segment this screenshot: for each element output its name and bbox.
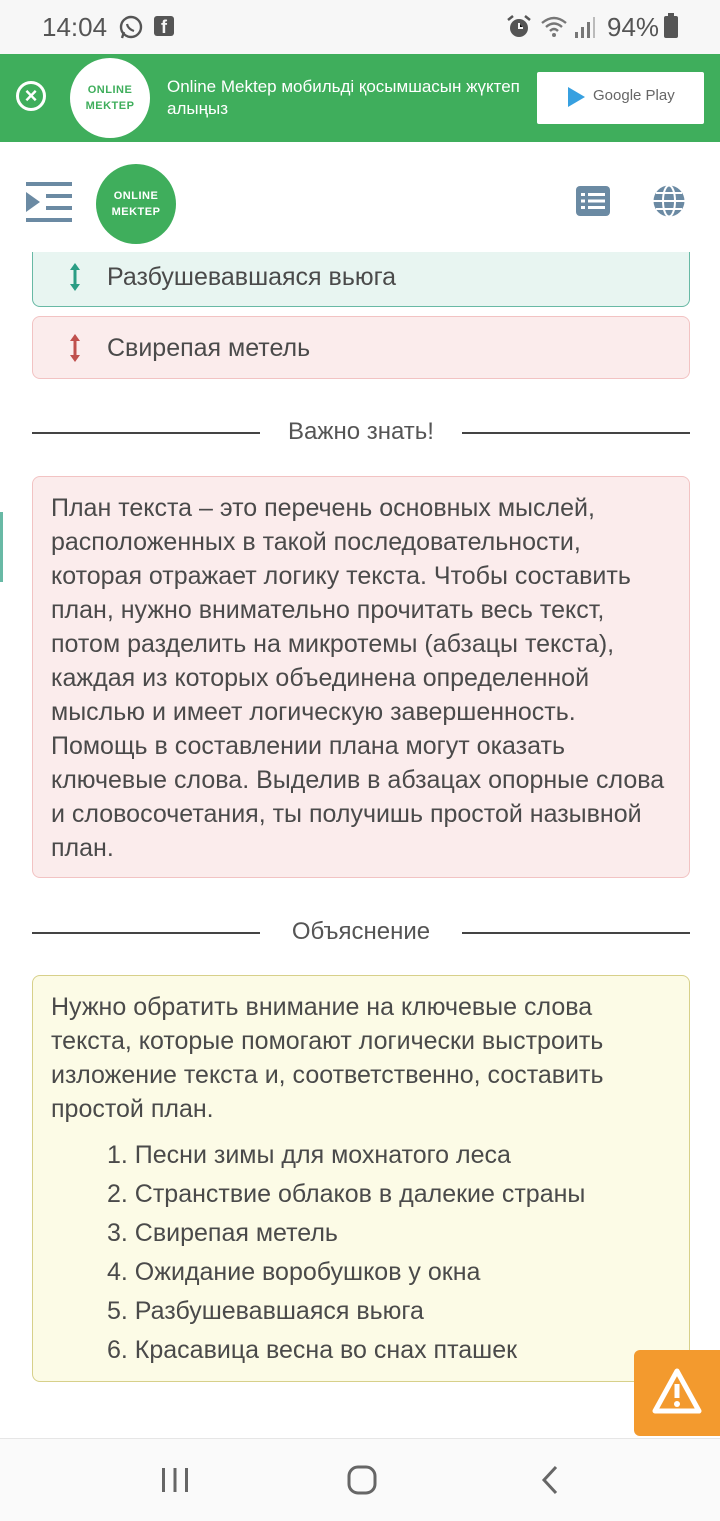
explanation-heading-separator <box>32 918 690 948</box>
alarm-icon <box>506 14 532 40</box>
plan-list-item: 4. Ожидание воробушков у окна <box>107 1258 481 1286</box>
list-icon[interactable] <box>576 186 610 216</box>
banner-close-icon[interactable]: × <box>16 81 46 111</box>
system-nav-bar <box>0 1438 720 1521</box>
wifi-icon <box>540 14 568 40</box>
banner-logo-line1: ONLINE <box>87 84 133 96</box>
header-logo-line2: MEKTEP <box>111 206 161 218</box>
banner-text: Online Mektep мобильді қосымшасын жүктеп алыңыз <box>167 77 520 118</box>
plan-list-item: 5. Разбушевавшаяся вьюга <box>107 1297 424 1325</box>
option-item-green[interactable] <box>32 252 690 307</box>
header-logo[interactable] <box>96 164 176 244</box>
plan-list-item: 3. Свирепая метель <box>107 1219 338 1247</box>
plan-list-item: 1. Песни зимы для мохнатого леса <box>107 1141 511 1169</box>
whatsapp-icon <box>118 14 144 40</box>
option-text: Свирепая метель <box>107 334 311 362</box>
battery-icon <box>664 16 678 38</box>
google-play-icon <box>568 87 585 107</box>
side-tab-indicator <box>0 512 3 582</box>
google-play-button[interactable] <box>537 72 704 124</box>
explanation-heading: Объяснение <box>291 918 431 945</box>
globe-icon[interactable] <box>652 184 686 218</box>
battery-percent: 94% <box>607 12 660 42</box>
divider-line <box>32 932 260 934</box>
home-icon[interactable] <box>347 1465 377 1495</box>
divider-line <box>462 432 690 434</box>
plan-list-item: 6. Красавица весна во снах пташек <box>107 1336 518 1364</box>
google-play-label: Google Play <box>593 87 675 104</box>
important-heading: Важно знать! <box>288 418 434 445</box>
divider-line <box>32 432 260 434</box>
explanation-text: Нужно обратить внимание на ключевые слова текста, которые помогают логически выстроить изложение текста и, соответственно, составить простой план. <box>51 993 604 1123</box>
explanation-box <box>32 975 690 1382</box>
status-bar <box>0 0 720 54</box>
warning-icon <box>634 1350 720 1436</box>
back-icon[interactable] <box>538 1465 562 1495</box>
important-heading-separator <box>32 418 690 448</box>
option-text: Разбушевавшаяся вьюга <box>107 263 397 291</box>
updown-arrow-icon <box>69 333 81 363</box>
plan-list-item: 2. Странствие облаков в далекие страны <box>107 1180 586 1208</box>
recent-apps-icon[interactable] <box>160 1467 190 1493</box>
app-download-banner <box>0 54 720 142</box>
important-text: План текста – это перечень основных мыслей, расположенных в такой последовательности, которая отражает логику текста. Чтобы составить план, нужно внимательно прочитать весь текст, потом разделить на микротемы (абзацы текста), каждая из которых объединена определенной мыслью и имеет логическую завершенность. Помощь в составлении плана могут оказать ключевые слова. Выделив в абзацах опорные слова и словосочетания, ты получишь простой назывной план. <box>51 494 665 862</box>
updown-arrow-icon <box>69 262 81 292</box>
plan-list <box>51 1136 671 1370</box>
banner-logo <box>70 58 150 138</box>
report-button[interactable] <box>634 1350 720 1436</box>
app-header <box>0 142 720 264</box>
important-info-box <box>32 476 690 878</box>
menu-indent-icon[interactable] <box>26 180 72 224</box>
option-item-red[interactable] <box>32 316 690 379</box>
banner-logo-line2: MEKTEP <box>85 100 135 112</box>
status-time: 14:04 <box>42 12 108 42</box>
divider-line <box>462 932 690 934</box>
header-logo-line1: ONLINE <box>113 190 159 202</box>
signal-icon <box>574 14 596 40</box>
facebook-icon: f <box>154 16 174 36</box>
